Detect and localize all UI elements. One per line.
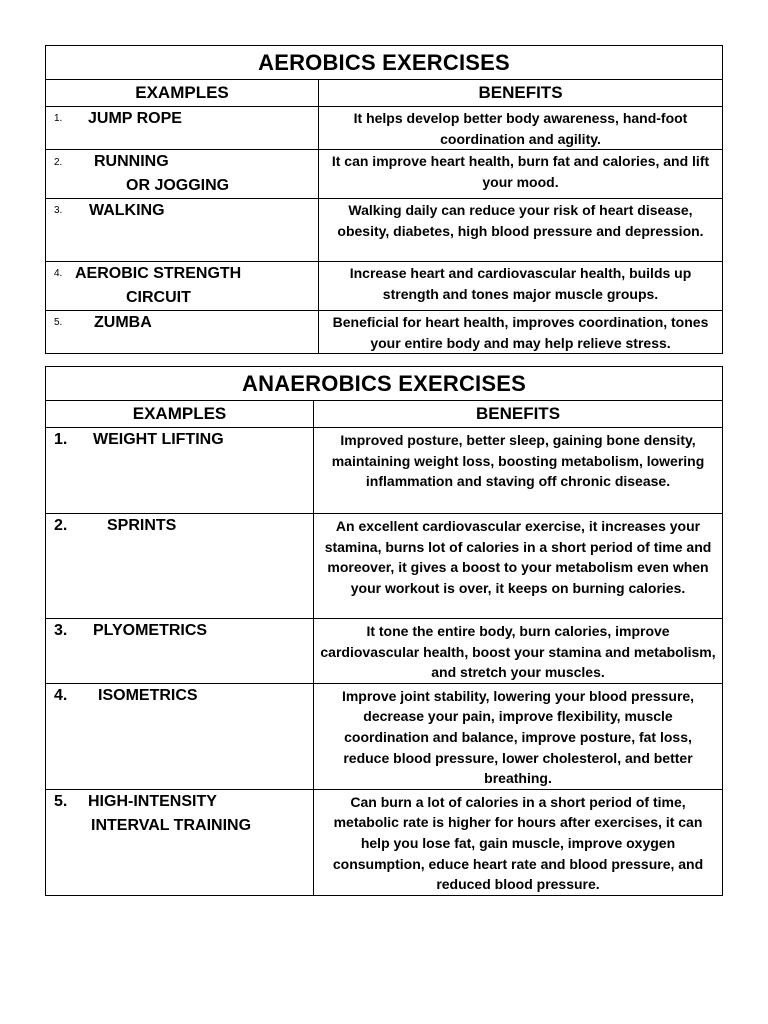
example-name: PLYOMETRICS: [93, 622, 208, 639]
benefit-cell: Improved posture, better sleep, gaining bone density, maintaining weight loss, boosting metabolism, lowering inflammation and staving off chronic disease.: [314, 428, 723, 514]
aerobics-benefits-header: BENEFITS: [319, 80, 723, 107]
example-name-line2: OR JOGGING: [126, 177, 230, 195]
anaerobics-title: ANAEROBICS EXERCISES: [46, 367, 723, 401]
example-cell: [46, 107, 319, 150]
row-number: 4.: [54, 686, 68, 704]
anaerobics-header-row: [46, 401, 723, 428]
table-row: [46, 619, 723, 684]
benefit-cell: It can improve heart health, burn fat and calories, and lift your mood.: [319, 150, 723, 199]
anaerobics-examples-header: EXAMPLES: [46, 401, 314, 428]
example-name-line2: INTERVAL TRAINING: [91, 816, 252, 834]
example-cell: [46, 262, 319, 311]
aerobics-title: AEROBICS EXERCISES: [46, 46, 723, 80]
anaerobics-table: [45, 366, 723, 896]
aerobics-title-row: [46, 46, 723, 80]
benefit-cell: Can burn a lot of calories in a short period of time, metabolic rate is higher for hours after exercises, it can help you lose fat, gain muscle, improve oxygen consumption, educe heart rate and blood pressure, and reduced blood pressure.: [314, 789, 723, 895]
row-number: 1.: [54, 113, 63, 124]
benefit-cell: It helps develop better body awareness, hand-foot coordination and agility.: [319, 107, 723, 150]
row-number: 5.: [54, 792, 68, 810]
benefit-cell: Beneficial for heart health, improves coordination, tones your entire body and may help relieve stress.: [319, 311, 723, 354]
row-number: 1.: [54, 431, 68, 448]
table-row: [46, 428, 723, 514]
table-row: [46, 311, 723, 354]
example-name: ISOMETRICS: [98, 686, 198, 704]
example-cell: [46, 150, 319, 199]
table-row: [46, 789, 723, 895]
anaerobics-benefits-header: BENEFITS: [314, 401, 723, 428]
row-number: 5.: [54, 317, 63, 329]
row-number: 4.: [54, 268, 63, 280]
example-name: AEROBIC STRENGTH: [75, 265, 242, 283]
example-cell: [46, 619, 314, 684]
aerobics-header-row: [46, 80, 723, 107]
example-name: SPRINTS: [107, 517, 177, 534]
example-name: RUNNING: [94, 153, 169, 171]
example-cell: [46, 683, 314, 789]
example-cell: [46, 428, 314, 514]
table-row: [46, 683, 723, 789]
row-number: 2.: [54, 157, 63, 169]
example-name: WALKING: [89, 202, 165, 220]
example-cell: [46, 311, 319, 354]
benefit-cell: Walking daily can reduce your risk of heart disease, obesity, diabetes, high blood pressure and depression.: [319, 199, 723, 262]
example-cell: [46, 789, 314, 895]
benefit-cell: It tone the entire body, burn calories, improve cardiovascular health, boost your stamina and metabolism, and stretch your muscles.: [314, 619, 723, 684]
example-name: JUMP ROPE: [88, 110, 182, 127]
aerobics-examples-header: EXAMPLES: [46, 80, 319, 107]
row-number: 3.: [54, 205, 63, 217]
table-row: [46, 514, 723, 619]
row-number: 2.: [54, 517, 68, 534]
example-name-line2: CIRCUIT: [126, 289, 191, 307]
example-cell: [46, 199, 319, 262]
example-cell: [46, 514, 314, 619]
benefit-cell: Improve joint stability, lowering your blood pressure, decrease your pain, improve flexibility, muscle coordination and balance, improve posture, fat loss, reduce blood pressure, lower cholesterol, and better breathing.: [314, 683, 723, 789]
table-row: [46, 150, 723, 199]
example-name: HIGH-INTENSITY: [88, 792, 217, 810]
benefit-cell: Increase heart and cardiovascular health, builds up strength and tones major muscle groups.: [319, 262, 723, 311]
table-row: [46, 107, 723, 150]
anaerobics-title-row: [46, 367, 723, 401]
benefit-cell: An excellent cardiovascular exercise, it increases your stamina, burns lot of calories in a short period of time and moreover, it gives a boost to your metabolism even when your workout is over, it keeps on burning calories.: [314, 514, 723, 619]
table-row: [46, 199, 723, 262]
example-name: ZUMBA: [94, 314, 152, 332]
aerobics-table: [45, 45, 723, 354]
example-name: WEIGHT LIFTING: [93, 431, 224, 448]
table-row: [46, 262, 723, 311]
row-number: 3.: [54, 622, 68, 639]
